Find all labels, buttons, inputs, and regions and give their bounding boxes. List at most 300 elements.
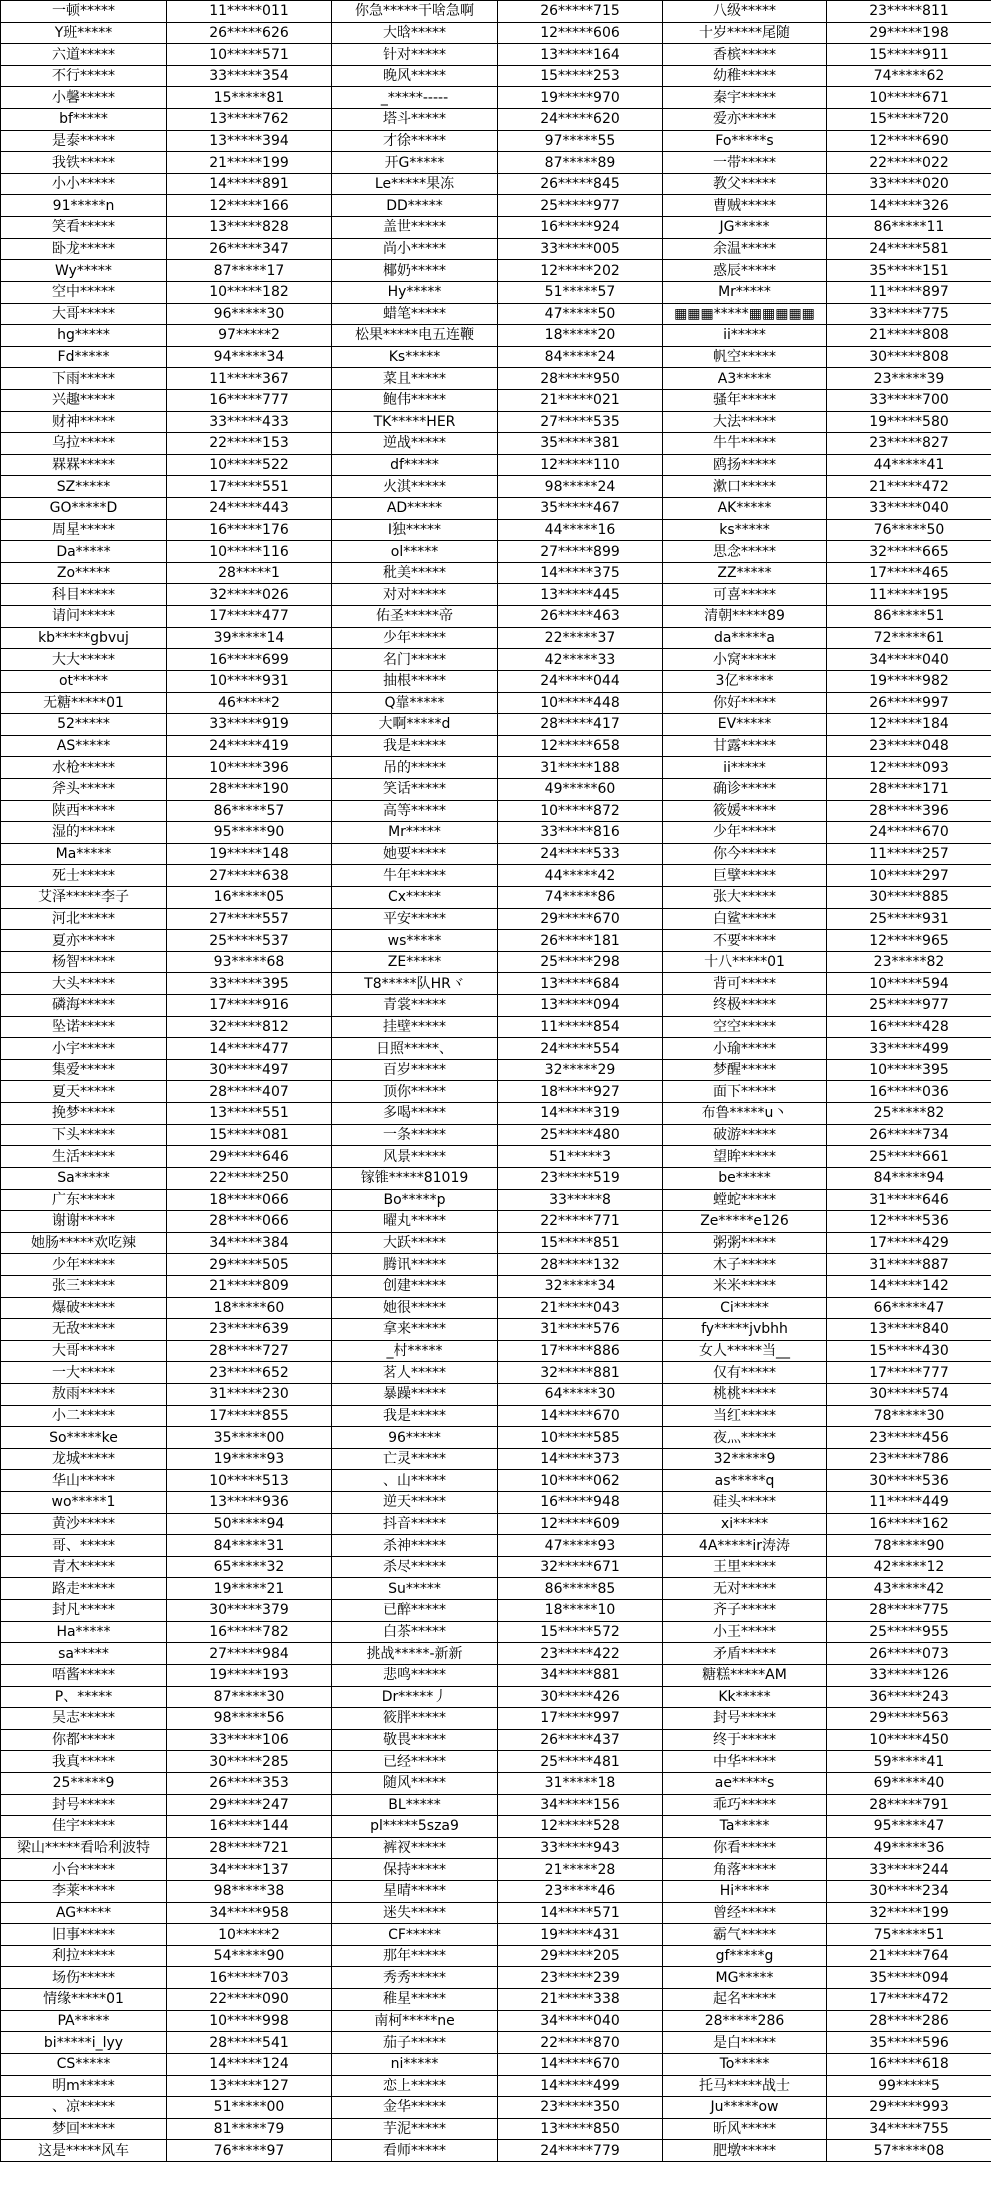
id-cell: 10*****297 [827,865,991,887]
name-cell: 霸气***** [663,1924,827,1946]
name-cell: 逆战***** [332,433,498,455]
name-cell: 六道***** [1,44,167,66]
id-cell: 32*****812 [167,1016,332,1038]
name-cell: AK***** [663,498,827,520]
table-row [1,1427,991,1449]
table-row [1,325,991,347]
name-cell: 你都***** [1,1729,167,1751]
id-cell: 51*****3 [498,1146,663,1168]
id-cell: 78*****90 [827,1535,991,1557]
id-cell: 32*****881 [498,1362,663,1384]
id-cell: 19*****21 [167,1578,332,1600]
name-cell: 杨智***** [1,951,167,973]
name-cell: 多喝***** [332,1103,498,1125]
name-cell: 面下***** [663,1081,827,1103]
name-cell: 情缘*****01 [1,1989,167,2011]
name-cell: 创建***** [332,1275,498,1297]
name-cell: 爆破***** [1,1297,167,1319]
name-cell: hg***** [1,325,167,347]
id-cell: 12*****093 [827,757,991,779]
id-cell: 42*****12 [827,1556,991,1578]
table-body [1,1,991,2162]
id-cell: 12*****184 [827,714,991,736]
id-cell: 15*****851 [498,1232,663,1254]
table-row [1,1535,991,1557]
name-cell: 少年***** [332,627,498,649]
id-cell: 14*****670 [498,2053,663,2075]
id-cell: 26*****347 [167,238,332,260]
name-cell: A3***** [663,368,827,390]
name-cell: 芋泥***** [332,2118,498,2140]
name-cell: Ze*****e126 [663,1211,827,1233]
name-cell: 十岁*****尾随 [663,22,827,44]
id-cell: 27*****557 [167,908,332,930]
id-cell: 12*****528 [498,1816,663,1838]
id-cell: 28*****541 [167,2032,332,2054]
id-cell: 30*****379 [167,1600,332,1622]
table-row [1,130,991,152]
id-cell: 28*****721 [167,1837,332,1859]
name-cell: 是白***** [663,2032,827,2054]
id-cell: 23*****786 [827,1448,991,1470]
id-cell: 74*****86 [498,886,663,908]
id-cell: 28*****950 [498,368,663,390]
name-cell: 仅有***** [663,1362,827,1384]
name-cell: 28*****286 [663,2010,827,2032]
name-cell: 迷失***** [332,1902,498,1924]
name-cell: 96***** [332,1427,498,1449]
id-cell: 24*****670 [827,822,991,844]
id-cell: 15*****81 [167,87,332,109]
name-cell: 4A*****ir涛涛 [663,1535,827,1557]
name-cell: da*****a [663,627,827,649]
table-row [1,886,991,908]
id-cell: 19*****580 [827,411,991,433]
id-cell: 84*****94 [827,1167,991,1189]
name-cell: 甘露***** [663,735,827,757]
table-row [1,1881,991,1903]
name-cell: 茄子***** [332,2032,498,2054]
id-cell: 10*****594 [827,973,991,995]
name-cell: 骚年***** [663,389,827,411]
id-cell: 12*****166 [167,195,332,217]
id-cell: 94*****34 [167,346,332,368]
name-cell: ol***** [332,541,498,563]
id-cell: 36*****243 [827,1686,991,1708]
id-cell: 10*****182 [167,281,332,303]
name-cell: 唔酱***** [1,1664,167,1686]
table-row [1,1859,991,1881]
name-cell: 小窝***** [663,649,827,671]
table-row [1,584,991,606]
name-cell: 91*****n [1,195,167,217]
name-cell: 教父***** [663,173,827,195]
id-cell: 14*****319 [498,1103,663,1125]
name-cell: 空空***** [663,1016,827,1038]
id-cell: 21*****764 [827,1945,991,1967]
id-cell: 76*****97 [167,2140,332,2162]
name-cell: 杀神***** [332,1535,498,1557]
name-cell: 晚风***** [332,65,498,87]
id-cell: 18*****20 [498,325,663,347]
id-cell: 31*****188 [498,757,663,779]
table-row [1,930,991,952]
id-cell: 29*****993 [827,2097,991,2119]
id-cell: 29*****670 [498,908,663,930]
id-cell: 16*****782 [167,1621,332,1643]
id-cell: 29*****247 [167,1794,332,1816]
name-cell: CF***** [332,1924,498,1946]
name-cell: 大跃***** [332,1232,498,1254]
id-cell: 27*****899 [498,541,663,563]
name-cell: 梦醒***** [663,1059,827,1081]
id-cell: 32*****026 [167,584,332,606]
name-cell: 恋上***** [332,2075,498,2097]
id-cell: 14*****326 [827,195,991,217]
name-cell: I独***** [332,519,498,541]
name-cell: 亡灵***** [332,1448,498,1470]
id-cell: 24*****581 [827,238,991,260]
name-cell: 破游***** [663,1124,827,1146]
name-cell: 夏天***** [1,1081,167,1103]
id-cell: 27*****638 [167,865,332,887]
id-cell: 10*****2 [167,1924,332,1946]
table-row [1,454,991,476]
name-cell: Su***** [332,1578,498,1600]
name-cell: Kk***** [663,1686,827,1708]
table-row [1,303,991,325]
name-cell: 风景***** [332,1146,498,1168]
id-cell: 27*****535 [498,411,663,433]
table-row [1,1275,991,1297]
name-cell: 齐子***** [663,1600,827,1622]
name-cell: 哥、***** [1,1535,167,1557]
name-cell: ae*****s [663,1772,827,1794]
id-cell: 19*****193 [167,1664,332,1686]
id-cell: 44*****16 [498,519,663,541]
id-cell: 19*****970 [498,87,663,109]
id-cell: 12*****536 [827,1211,991,1233]
name-cell: 随风***** [332,1772,498,1794]
id-cell: 25*****977 [827,995,991,1017]
id-cell: 10*****116 [167,541,332,563]
id-cell: 19*****93 [167,1448,332,1470]
table-row [1,346,991,368]
name-cell: 已经***** [332,1751,498,1773]
name-cell: 爱亦***** [663,109,827,131]
id-cell: 23*****519 [498,1167,663,1189]
id-cell: 18*****066 [167,1189,332,1211]
table-row [1,1016,991,1038]
name-cell: 蜡笔***** [332,303,498,325]
name-cell: 桃桃***** [663,1384,827,1406]
table-row [1,217,991,239]
table-row [1,735,991,757]
id-cell: 30*****426 [498,1686,663,1708]
id-cell: 14*****375 [498,562,663,584]
table-row [1,1146,991,1168]
table-row [1,1924,991,1946]
name-cell: 华山***** [1,1470,167,1492]
name-cell: 杀尽***** [332,1556,498,1578]
id-cell: 57*****08 [827,2140,991,2162]
id-cell: 34*****958 [167,1902,332,1924]
table-row [1,1059,991,1081]
name-cell: PA***** [1,2010,167,2032]
name-cell: 水枪***** [1,757,167,779]
name-cell: 请问***** [1,606,167,628]
table-row [1,1297,991,1319]
name-cell: 裤衩***** [332,1837,498,1859]
name-cell: 日照*****、 [332,1038,498,1060]
name-cell: 帆空***** [663,346,827,368]
name-cell: 布鲁*****u丶 [663,1103,827,1125]
name-cell: 槑槑***** [1,454,167,476]
name-cell: AG***** [1,1902,167,1924]
id-cell: 33*****040 [827,498,991,520]
id-cell: 12*****606 [498,22,663,44]
name-cell: 我铁***** [1,152,167,174]
id-cell: 78*****30 [827,1405,991,1427]
id-cell: 33*****005 [498,238,663,260]
name-cell: SZ***** [1,476,167,498]
id-cell: 17*****429 [827,1232,991,1254]
id-cell: 14*****373 [498,1448,663,1470]
id-cell: 23*****239 [498,1967,663,1989]
table-row [1,1686,991,1708]
name-cell: 下雨***** [1,368,167,390]
id-cell: 30*****285 [167,1751,332,1773]
name-cell: 小宇***** [1,1038,167,1060]
id-cell: 97*****55 [498,130,663,152]
name-cell: 当红***** [663,1405,827,1427]
id-cell: 35*****094 [827,1967,991,1989]
table-row [1,757,991,779]
id-cell: 23*****46 [498,1881,663,1903]
id-cell: 33*****433 [167,411,332,433]
id-cell: 16*****428 [827,1016,991,1038]
table-row [1,281,991,303]
table-row [1,389,991,411]
table-row [1,1470,991,1492]
table-row [1,1513,991,1535]
name-cell: 空中***** [1,281,167,303]
id-cell: 14*****477 [167,1038,332,1060]
name-cell: 科目***** [1,584,167,606]
name-cell: Mr***** [663,281,827,303]
id-cell: 17*****855 [167,1405,332,1427]
id-cell: 23*****811 [827,1,991,23]
id-cell: 15*****253 [498,65,663,87]
table-row [1,1319,991,1341]
id-cell: 23*****048 [827,735,991,757]
id-cell: 13*****762 [167,109,332,131]
table-row [1,714,991,736]
name-cell: Hy***** [332,281,498,303]
id-cell: 21*****808 [827,325,991,347]
name-cell: AD***** [332,498,498,520]
id-cell: 98*****56 [167,1708,332,1730]
id-cell: 21*****809 [167,1275,332,1297]
name-cell: 中华***** [663,1751,827,1773]
name-cell: ▦▦▦*****▦▦▦▦▦ [663,303,827,325]
name-cell: 名门***** [332,649,498,671]
table-row [1,1103,991,1125]
name-cell: 卧龙***** [1,238,167,260]
id-cell: 26*****715 [498,1,663,23]
id-cell: 28*****171 [827,778,991,800]
id-cell: 15*****720 [827,109,991,131]
name-cell: 艾泽*****李子 [1,886,167,908]
name-cell: 稚星***** [332,1989,498,2011]
name-cell: 抽根***** [332,670,498,692]
name-cell: 余温***** [663,238,827,260]
id-cell: 65*****32 [167,1556,332,1578]
id-cell: 46*****2 [167,692,332,714]
name-cell: 糖糕*****AM [663,1664,827,1686]
id-cell: 25*****480 [498,1124,663,1146]
name-cell: 张大***** [663,886,827,908]
name-cell: 敖雨***** [1,1384,167,1406]
id-cell: 33*****354 [167,65,332,87]
name-cell: DD***** [332,195,498,217]
id-cell: 11*****367 [167,368,332,390]
id-cell: 34*****040 [498,2010,663,2032]
name-cell: 坠诺***** [1,1016,167,1038]
id-cell: 10*****585 [498,1427,663,1449]
table-row [1,1902,991,1924]
id-cell: 26*****997 [827,692,991,714]
id-cell: 35*****596 [827,2032,991,2054]
name-cell: 尚小***** [332,238,498,260]
name-cell: 无敌***** [1,1319,167,1341]
id-cell: 72*****61 [827,627,991,649]
id-cell: 33*****775 [827,303,991,325]
name-cell: gf*****g [663,1945,827,1967]
name-cell: 筱媛***** [663,800,827,822]
id-cell: 16*****036 [827,1081,991,1103]
name-cell: 青裳***** [332,995,498,1017]
table-row [1,670,991,692]
id-cell: 33*****395 [167,973,332,995]
id-cell: 16*****703 [167,1967,332,1989]
id-cell: 10*****396 [167,757,332,779]
name-cell: 小王***** [663,1621,827,1643]
id-cell: 17*****465 [827,562,991,584]
name-cell: 无对***** [663,1578,827,1600]
id-cell: 30*****885 [827,886,991,908]
table-row [1,1967,991,1989]
name-cell: T8*****队HRヾ [332,973,498,995]
table-row [1,1362,991,1384]
id-cell: 25*****481 [498,1751,663,1773]
id-cell: 31*****576 [498,1319,663,1341]
name-cell: 32*****9 [663,1448,827,1470]
name-cell: 是泰***** [1,130,167,152]
table-row [1,2118,991,2140]
name-cell: 你好***** [663,692,827,714]
name-cell: Hi***** [663,1881,827,1903]
id-cell: 87*****30 [167,1686,332,1708]
name-cell: pl*****5sza9 [332,1816,498,1838]
name-cell: BL***** [332,1794,498,1816]
name-cell: 漱口***** [663,476,827,498]
name-cell: 南柯*****ne [332,2010,498,2032]
id-cell: 24*****554 [498,1038,663,1060]
id-cell: 13*****094 [498,995,663,1017]
id-cell: 21*****043 [498,1297,663,1319]
name-cell: MG***** [663,1967,827,1989]
name-cell: Q靠***** [332,692,498,714]
name-cell: 不要***** [663,930,827,952]
name-cell: 你看***** [663,1837,827,1859]
id-cell: 29*****563 [827,1708,991,1730]
name-cell: 硅头***** [663,1492,827,1514]
table-row [1,1729,991,1751]
table-row [1,1751,991,1773]
table-row [1,606,991,628]
name-cell: 筱胖***** [332,1708,498,1730]
id-cell: 11*****897 [827,281,991,303]
name-cell: 斧头***** [1,778,167,800]
name-cell: 鲍伟***** [332,389,498,411]
name-cell: 大晗***** [332,22,498,44]
id-cell: 23*****639 [167,1319,332,1341]
name-cell: 粥粥***** [663,1232,827,1254]
name-cell: 兴趣***** [1,389,167,411]
table-row [1,843,991,865]
id-cell: 28*****286 [827,2010,991,2032]
name-cell: be***** [663,1167,827,1189]
name-cell: 平安***** [332,908,498,930]
id-cell: 16*****162 [827,1513,991,1535]
name-cell: To***** [663,2053,827,2075]
id-cell: 24*****620 [498,109,663,131]
name-cell: 松果*****电五连鞭 [332,325,498,347]
name-cell: 清朝*****89 [663,606,827,628]
id-cell: 28*****407 [167,1081,332,1103]
id-cell: 13*****394 [167,130,332,152]
id-cell: 23*****652 [167,1362,332,1384]
id-cell: 30*****536 [827,1470,991,1492]
id-cell: 13*****127 [167,2075,332,2097]
id-cell: 51*****57 [498,281,663,303]
name-cell: Mr***** [332,822,498,844]
id-cell: 34*****384 [167,1232,332,1254]
name-cell: 旧事***** [1,1924,167,1946]
name-cell: 笑看***** [1,217,167,239]
name-cell: sa***** [1,1643,167,1665]
table-row [1,433,991,455]
name-cell: as*****q [663,1470,827,1492]
name-cell: 秦宇***** [663,87,827,109]
name-cell: 乌拉***** [1,433,167,455]
name-cell: Wy***** [1,260,167,282]
id-cell: 34*****156 [498,1794,663,1816]
name-cell: 角落***** [663,1859,827,1881]
id-cell: 10*****450 [827,1729,991,1751]
name-cell: bf***** [1,109,167,131]
name-cell: 梦回***** [1,2118,167,2140]
id-cell: 16*****948 [498,1492,663,1514]
id-cell: 25*****298 [498,951,663,973]
table-row [1,692,991,714]
id-cell: 13*****936 [167,1492,332,1514]
name-cell: 广东***** [1,1189,167,1211]
name-cell: 一带***** [663,152,827,174]
id-cell: 28*****190 [167,778,332,800]
table-row [1,1989,991,2011]
